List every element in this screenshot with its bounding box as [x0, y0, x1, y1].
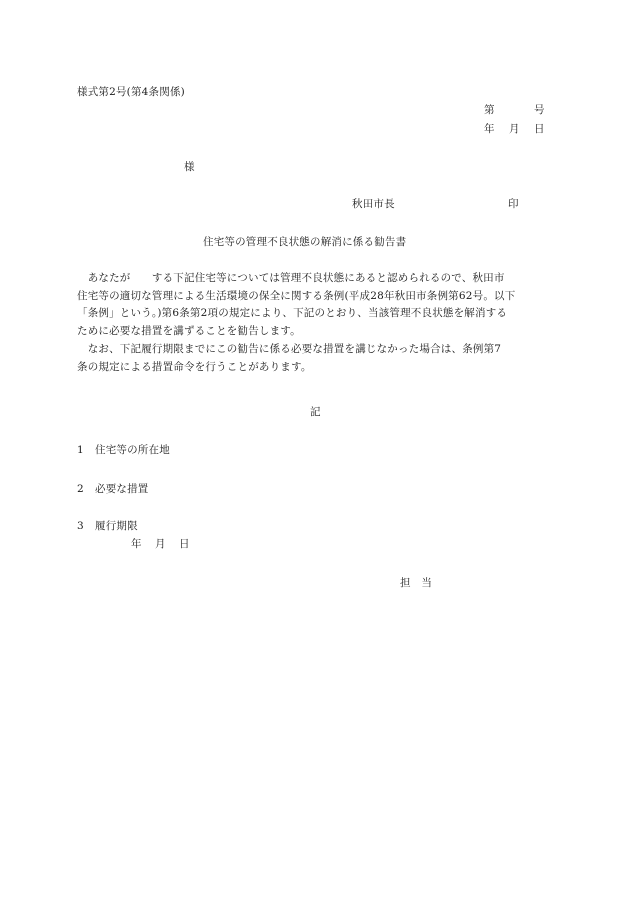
- body-line: なお、下記履行期限までにこの勧告に係る必要な措置を講じなかった場合は、条例第7: [77, 343, 502, 355]
- ki-heading: 記: [310, 406, 321, 418]
- contact-label: 担 当: [400, 577, 433, 589]
- body-line: 「条例」という。)第6条第2項の規定により、下記のとおり、当該管理不良状態を解消する: [77, 307, 508, 319]
- deadline-month: 月: [155, 538, 166, 550]
- addressee-honorific: 様: [184, 161, 195, 173]
- date-day: 日: [534, 123, 545, 135]
- deadline-year: 年: [131, 538, 142, 550]
- document-title: 住宅等の管理不良状態の解消に係る勧告書: [203, 236, 407, 248]
- deadline-day: 日: [179, 538, 190, 550]
- form-number: 様式第2号(第4条関係): [77, 86, 185, 98]
- body-line: 条の規定による措置命令を行うことがあります。: [77, 360, 312, 373]
- sender-name: 秋田市長: [352, 198, 395, 210]
- date-month: 月: [509, 123, 520, 135]
- item-number: 1: [77, 444, 84, 456]
- item-number: 2: [77, 483, 84, 495]
- item-number: 3: [77, 520, 84, 532]
- body-line: あなたが する下記住宅等については管理不良状態にあると認められるので、秋田市: [77, 272, 505, 284]
- item-label-location: 住宅等の所在地: [95, 444, 170, 456]
- body-line: 住宅等の適切な管理による生活環境の保全に関する条例(平成28年秋田市条例第62号。以下: [77, 289, 516, 302]
- doc-number-prefix: 第: [484, 104, 495, 116]
- doc-number-suffix: 号: [534, 104, 545, 116]
- body-line: ために必要な措置を講ずることを勧告します。: [77, 324, 301, 337]
- body-paragraph-1: [77, 270, 553, 340]
- item-label-deadline: 履行期限: [95, 520, 138, 532]
- seal-mark: 印: [508, 198, 519, 210]
- item-label-measures: 必要な措置: [95, 483, 149, 495]
- date-year: 年: [484, 123, 495, 135]
- body-paragraph-2: [77, 341, 553, 376]
